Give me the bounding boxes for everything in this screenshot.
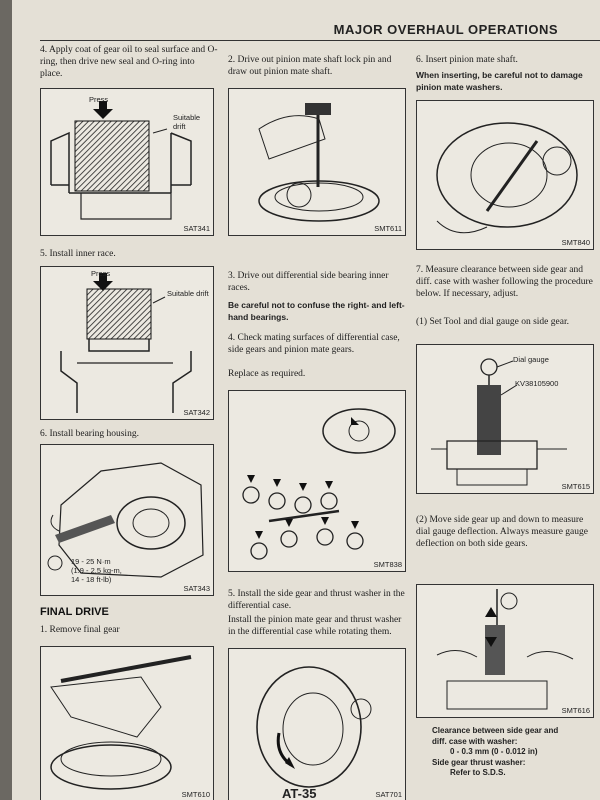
- figure-sat343: [40, 444, 214, 596]
- figure-code: SMT610: [181, 790, 210, 799]
- press-label: Press: [89, 95, 109, 104]
- header-rule: [40, 40, 600, 41]
- torque-ftlb: 14 - 18 ft-lb): [71, 575, 112, 584]
- step-4-text: 4. Apply coat of gear oil to seal surface and O-ring, then drive new seal and O-ring into place.: [40, 45, 218, 79]
- page-title: MAJOR OVERHAUL OPERATIONS: [333, 22, 558, 37]
- figure-code: SMT616: [561, 706, 590, 715]
- figure-smt616: [416, 584, 594, 718]
- step-5-text: 5. Install inner race.: [40, 249, 116, 259]
- step-7-text: 7. Measure clearance between side gear and diff. case with washer following the procedure below. If necessary, adjust.: [416, 265, 593, 299]
- figure-code: SAT343: [183, 584, 210, 593]
- spec-line-5: Refer to S.D.S.: [450, 768, 506, 777]
- step-3-text: 3. Drive out differential side bearing inner races.: [228, 271, 389, 293]
- figure-smt610: [40, 646, 214, 800]
- page-header: [40, 0, 600, 38]
- spec-line-3: 0 - 0.3 mm (0 - 0.012 in): [450, 747, 538, 756]
- manual-page: [12, 0, 600, 800]
- spec-line-4: Side gear thrust washer:: [432, 757, 526, 767]
- figure-code: SAT701: [375, 790, 402, 799]
- dial-gauge-label: Dial gauge: [513, 355, 549, 364]
- section-final-drive: FINAL DRIVE: [40, 606, 109, 618]
- pinion-shaft-illustration: [229, 89, 405, 235]
- clearance-spec: [432, 726, 594, 779]
- side-gear-install-illustration: [229, 649, 405, 800]
- page-number: AT-35: [282, 786, 317, 800]
- seal-drift-illustration: [41, 89, 213, 235]
- figure-code: SMT615: [561, 482, 590, 491]
- drift-label: Suitable drift: [167, 289, 209, 298]
- spec-line-1: Clearance between side gear and: [432, 726, 559, 735]
- pinion-mate-shaft-illustration: [417, 101, 593, 249]
- step-2-text: 2. Drive out pinion mate shaft lock pin and draw out pinion mate shaft.: [228, 55, 392, 77]
- step-3-caution: Be careful not to confuse the right- and left-hand bearings.: [228, 300, 405, 322]
- figure-smt838: [228, 390, 406, 572]
- torque-kgm: (1.9 - 2.5 kg-m,: [71, 566, 122, 575]
- spec-line-2: diff. case with washer:: [432, 736, 518, 746]
- figure-sat342: [40, 266, 214, 420]
- drift-label: Suitable drift: [173, 113, 201, 131]
- step-7b-text: (2) Move side gear up and down to measure dial gauge deflection. Always measure gauge deflection on both side gears.: [416, 515, 588, 549]
- figure-smt611: [228, 88, 406, 236]
- step-6-text: 6. Insert pinion mate shaft.: [416, 55, 518, 65]
- figure-code: SAT341: [183, 224, 210, 233]
- replace-note: Replace as required.: [228, 369, 306, 379]
- step-6-text: 6. Install bearing housing.: [40, 429, 139, 439]
- press-label: Press: [91, 269, 111, 278]
- step-1-text: 1. Remove final gear: [40, 625, 120, 635]
- figure-code: SMT611: [374, 224, 402, 233]
- tool-number-label: KV38105900: [515, 379, 559, 388]
- figure-sat341: [40, 88, 214, 236]
- figure-smt615: [416, 344, 594, 494]
- figure-sat701: [228, 648, 406, 800]
- figure-code: SMT838: [373, 560, 402, 569]
- differential-parts-illustration: [229, 391, 405, 571]
- final-gear-illustration: [41, 647, 213, 800]
- step-5b-text: Install the pinion mate gear and thrust washer in the differential case while rotating them.: [228, 615, 402, 637]
- figure-code: SMT840: [561, 238, 590, 247]
- figure-code: SAT342: [183, 408, 210, 417]
- step-4-text: 4. Check mating surfaces of differential case, side gears and pinion mate gears.: [228, 333, 400, 355]
- step-7a-text: (1) Set Tool and dial gauge on side gear.: [416, 317, 569, 327]
- torque-nm: 19 - 25 N·m: [71, 557, 111, 566]
- torque-spec: [71, 557, 161, 584]
- dial-gauge-setup-illustration: [417, 345, 593, 493]
- gauge-deflection-illustration: [417, 585, 593, 717]
- figure-smt840: [416, 100, 594, 250]
- step-6-caution: When inserting, be careful not to damage pinion mate washers.: [416, 70, 583, 92]
- step-5-text: 5. Install the side gear and thrust washer in the differential case.: [228, 589, 405, 611]
